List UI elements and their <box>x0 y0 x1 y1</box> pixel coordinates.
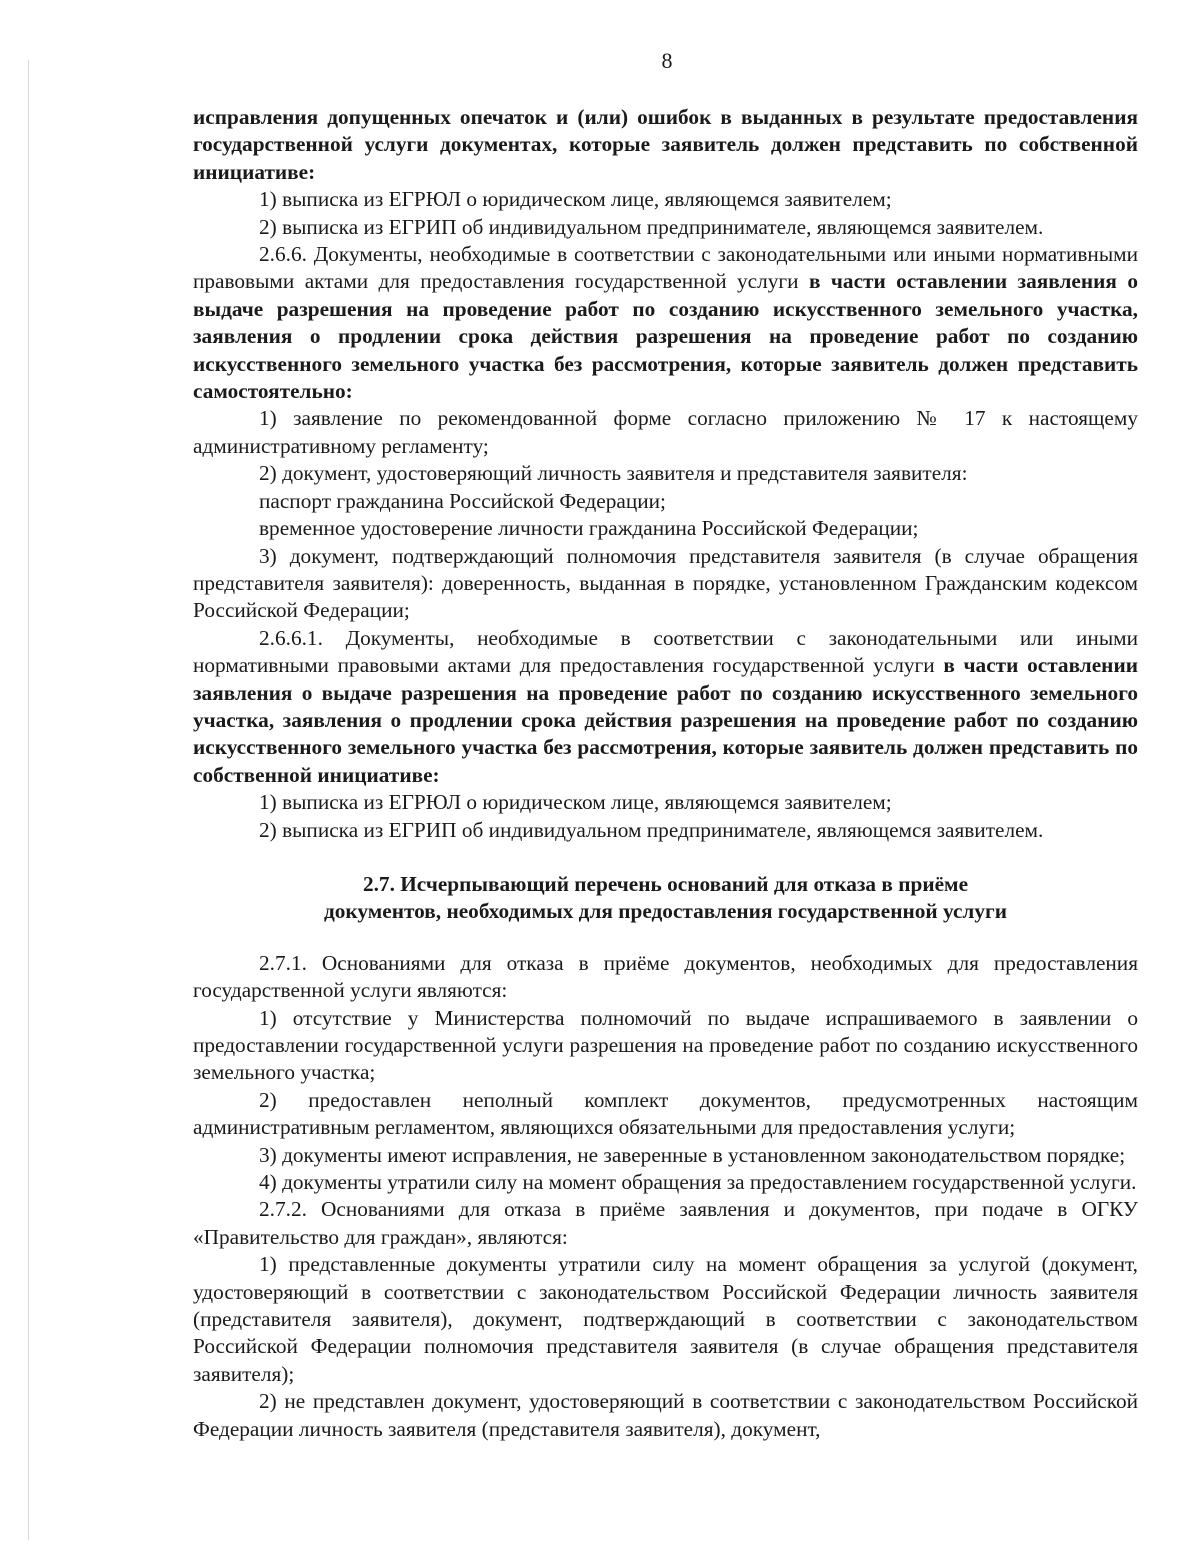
section-heading-line: 2.7. Исчерпывающий перечень оснований для отказа в приёме <box>362 871 969 896</box>
paragraph-text: 2) выписка из ЕГРИП об индивидуальном предпринимателе, являющемся заявителем. <box>259 214 1044 239</box>
paragraph <box>193 625 1138 789</box>
paragraph <box>193 104 1138 186</box>
page-number: 8 <box>661 48 673 73</box>
paragraph-text: 2.6.6. Документы, необходимые в соответствии с законодательными или иными нормативными правовыми актами для предоставления государственной услуги <box>193 242 1138 294</box>
paragraph <box>193 488 1138 515</box>
paragraph-text: временное удостоверение личности гражданина Российской Федерации; <box>259 516 919 541</box>
paragraph <box>193 1251 1138 1388</box>
section-heading-line: документов, необходимых для предоставления государственной услуги <box>324 899 1007 924</box>
paragraph-bold-text: в части оставлении заявления о выдаче разрешения на проведение работ по созданию искусственного земельного участка, заявления о продлении срока действия разрешения на проведение работ по созданию искусственного земельного участка без рассмотрения, которые заявитель должен представить самостоятельно: <box>193 269 1139 404</box>
paragraph-text: 3) документ, подтверждающий полномочия представителя заявителя (в случае обращения представителя заявителя): доверенность, выданная в порядке, установленном Гражданским кодексом Российской Федерации; <box>193 543 1138 623</box>
paragraph <box>193 1388 1138 1443</box>
paragraph-text: 2) не представлен документ, удостоверяющий в соответствии с законодательством Российской Федерации личность заявителя (представителя заявителя), документ, <box>193 1389 1138 1441</box>
paragraph <box>193 214 1138 241</box>
paragraph-text: 2) предоставлен неполный комплект документов, предусмотренных настоящим административным регламентом, являющихся обязательными для предоставления услуги; <box>193 1087 1138 1140</box>
paragraph <box>193 186 1138 213</box>
paragraph <box>193 241 1138 405</box>
paragraph <box>193 1142 1138 1169</box>
paragraph-text: 2.6.6.1. Документы, необходимые в соответствии с законодательными или иными нормативными правовыми актами для предоставления государственной услуги <box>193 625 1138 678</box>
paragraph <box>193 789 1138 816</box>
paragraph <box>193 1196 1138 1251</box>
paragraph-text: 2.7.1. Основаниями для отказа в приёме документов, необходимых для предоставления государственной услуги являются: <box>193 950 1138 1003</box>
paragraph-bold-text: исправления допущенных опечаток и (или) ошибок в выданных в результате предоставления государственной услуги документах, которые заявитель должен представить по собственной инициативе: <box>193 105 1138 184</box>
scan-edge-line <box>28 60 29 1540</box>
paragraph-bold-text: в части оставлении заявления о выдаче разрешения на проведение работ по созданию искусственного земельного участка, заявления о продлении срока действия разрешения на проведение работ по созданию искусственного земельного участка без рассмотрения, которые заявитель должен представить по собственной инициативе: <box>193 653 1138 787</box>
paragraph-text: 1) выписка из ЕГРЮЛ о юридическом лице, являющемся заявителем; <box>259 187 892 212</box>
paragraph <box>193 1005 1138 1087</box>
paragraph <box>193 460 1138 487</box>
paragraph <box>193 950 1138 1005</box>
paragraph-text: 2) документ, удостоверяющий личность заявителя и представителя заявителя: <box>259 461 968 486</box>
paragraph <box>193 515 1138 542</box>
paragraph-text: 1) представленные документы утратили силу на момент обращения за услугой (документ, удостоверяющий в соответствии с законодательством Российской Федерации личность заявителя (представителя заявителя), документ, подтверждающий в соответствии с законодательством Российской Федерации полномочия представителя заявителя (в случае обращения представителя заявителя); <box>193 1252 1138 1386</box>
paragraph-text: 2.7.2. Основаниями для отказа в приёме заявления и документов, при подаче в ОГКУ «Правительство для граждан», являются: <box>193 1197 1138 1249</box>
paragraph <box>193 543 1138 625</box>
section-heading <box>193 871 1138 926</box>
paragraph-text: 4) документы утратили силу на момент обращения за предоставлением государственной услуги. <box>259 1170 1137 1195</box>
document-body <box>193 104 1138 1443</box>
paragraph <box>193 1087 1138 1142</box>
paragraph-text: 3) документы имеют исправления, не заверенные в установленном законодательством порядке; <box>259 1142 1126 1167</box>
paragraph-text: 2) выписка из ЕГРИП об индивидуальном предпринимателе, являющемся заявителем. <box>259 817 1044 842</box>
paragraph <box>193 405 1138 460</box>
paragraph-text: 1) заявление по рекомендованной форме согласно приложению № 17 к настоящему административному регламенту; <box>193 406 1138 458</box>
paragraph <box>193 817 1138 844</box>
paragraph-text: 1) отсутствие у Министерства полномочий по выдаче испрашиваемого в заявлении о предоставлении государственной услуги разрешения на проведение работ по созданию искусственного земельного участка; <box>193 1005 1138 1085</box>
paragraph-text: 1) выписка из ЕГРЮЛ о юридическом лице, являющемся заявителем; <box>259 790 892 815</box>
paragraph <box>193 1169 1138 1196</box>
paragraph-text: паспорт гражданина Российской Федерации; <box>259 488 666 513</box>
